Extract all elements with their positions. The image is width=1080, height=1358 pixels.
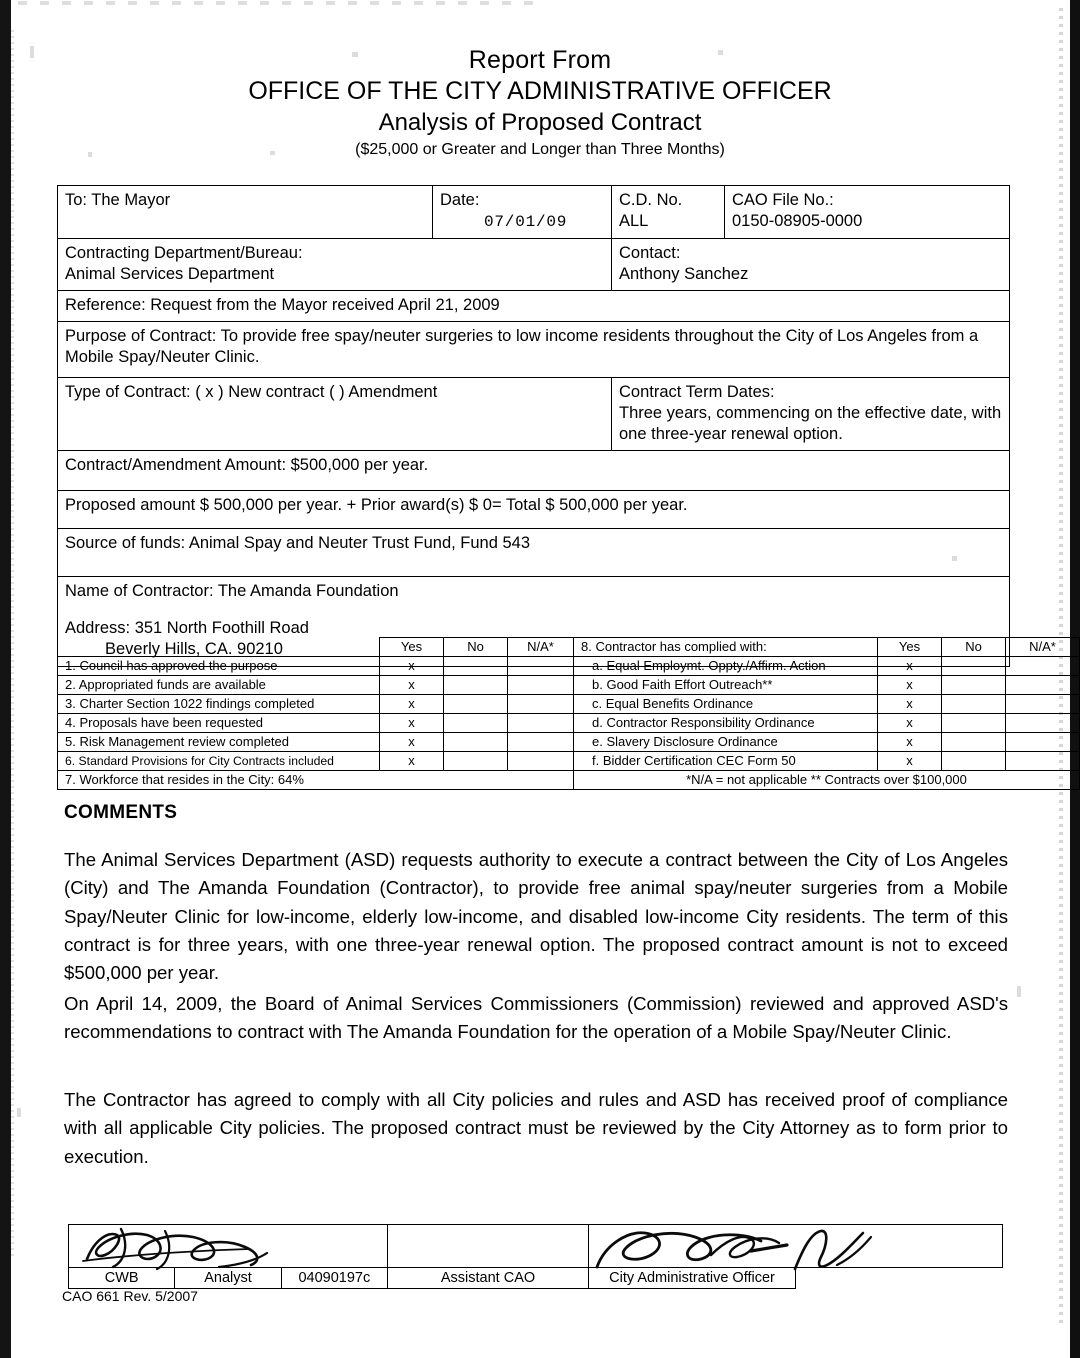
- compliance-item-no[interactable]: [942, 676, 1006, 695]
- compliance-item-label: a. Equal Employmt. Oppty./Affirm. Action: [574, 657, 878, 676]
- form-code-footer: CAO 661 Rev. 5/2007: [62, 1288, 198, 1304]
- checklist-item-yes[interactable]: x: [380, 657, 444, 676]
- office-title: OFFICE OF THE CITY ADMINISTRATIVE OFFICER: [248, 77, 832, 105]
- comments-paragraph-3: The Contractor has agreed to comply with all City policies and rules and ASD has received proof of compliance with all applicable City policies. The proposed contract must be reviewed by the City Attorney as to form prior to execution.: [64, 1089, 1008, 1167]
- department-cell: [58, 238, 612, 290]
- to-cell: [58, 186, 433, 239]
- checklist-item-yes[interactable]: x: [380, 752, 444, 771]
- contact-cell: [612, 238, 1010, 290]
- spacer-cell: [796, 1268, 1003, 1289]
- compliance-item-no[interactable]: [942, 657, 1006, 676]
- checklist-row: [58, 714, 1080, 733]
- checklist-row: [58, 733, 1080, 752]
- scan-noise-top: [18, 1, 538, 5]
- checklist-row: [58, 676, 1080, 695]
- right-section-header: 8. Contractor has complied with:: [574, 638, 878, 657]
- contact-label: Contact:: [619, 243, 681, 262]
- checklist-item-yes[interactable]: x: [380, 695, 444, 714]
- checklist-item-label: 2. Appropriated funds are available: [58, 676, 380, 695]
- contract-summary-table: [57, 185, 1010, 667]
- compliance-item-yes[interactable]: x: [878, 695, 942, 714]
- contract-amount-cell: Contract/Amendment Amount: $500,000 per year.: [58, 451, 1010, 491]
- compliance-item-na[interactable]: [1006, 676, 1080, 695]
- cao-file-label: CAO File No.:: [732, 191, 834, 209]
- left-col-header-yes: Yes: [380, 638, 444, 657]
- form-row-purpose: [58, 321, 1010, 377]
- checklist-item-na[interactable]: [508, 752, 574, 771]
- cd-no-cell: [612, 186, 725, 239]
- checklist-item-no[interactable]: [444, 733, 508, 752]
- compliance-item-yes[interactable]: x: [878, 733, 942, 752]
- scan-edge-left-artifact: [0, 0, 11, 1358]
- checklist-item-na[interactable]: [508, 695, 574, 714]
- source-of-funds-cell: Source of funds: Animal Spay and Neuter Trust Fund, Fund 543: [58, 529, 1010, 577]
- compliance-item-na[interactable]: [1006, 695, 1080, 714]
- form-row-type-term: [58, 377, 1010, 450]
- date-label: Date:: [440, 191, 480, 209]
- checklist-footer-row: [58, 771, 1080, 790]
- checklist-item-yes[interactable]: x: [380, 733, 444, 752]
- workforce-residency-item: 7. Workforce that resides in the City: 64%: [58, 771, 574, 790]
- analyst-label: Analyst: [175, 1268, 281, 1289]
- form-row-department-contact: [58, 238, 1010, 290]
- to-label: To: The Mayor: [65, 191, 171, 209]
- document-subtitle: Analysis of Proposed Contract: [378, 109, 702, 136]
- checklist-item-label: 4. Proposals have been requested: [58, 714, 380, 733]
- form-row-source-of-funds: [58, 529, 1010, 577]
- form-row-proposed-amount: [58, 491, 1010, 529]
- contract-term-value: Three years, commencing on the effective date, with one three-year renewal option.: [619, 404, 1002, 444]
- scan-noise-left: [11, 30, 14, 1260]
- checklist-item-no[interactable]: [444, 657, 508, 676]
- checklist-item-yes[interactable]: x: [380, 714, 444, 733]
- signature-block: [68, 1224, 1003, 1289]
- checklist-item-no[interactable]: [444, 714, 508, 733]
- analyst-signature-cell: [69, 1225, 388, 1268]
- compliance-checklist: [57, 637, 1056, 790]
- form-row-reference: [58, 290, 1010, 321]
- compliance-item-label: b. Good Faith Effort Outreach**: [574, 676, 878, 695]
- comments-paragraph-2: On April 14, 2009, the Board of Animal Services Commissioners (Commission) reviewed and approved ASD's recommendations to contract with The Amanda Foundation for the operation of a Mobile Spay/Neuter Clinic.: [64, 993, 1008, 1043]
- compliance-item-label: e. Slavery Disclosure Ordinance: [574, 733, 878, 752]
- compliance-item-na[interactable]: [1006, 714, 1080, 733]
- checklist-item-no[interactable]: [444, 695, 508, 714]
- compliance-item-label: f. Bidder Certification CEC Form 50: [574, 752, 878, 771]
- checklist-item-na[interactable]: [508, 733, 574, 752]
- compliance-item-na[interactable]: [1006, 657, 1080, 676]
- compliance-item-na[interactable]: [1006, 733, 1080, 752]
- compliance-item-na[interactable]: [1006, 752, 1080, 771]
- reference-code-label: 04090197c: [281, 1268, 387, 1289]
- assistant-cao-label: Assistant CAO: [388, 1268, 589, 1289]
- scan-speck: [30, 46, 34, 58]
- analyst-signature-mark: [69, 1225, 369, 1271]
- compliance-item-no[interactable]: [942, 714, 1006, 733]
- cao-file-cell: [725, 186, 1010, 239]
- document-heading: [60, 46, 1020, 159]
- contractor-address-line1: Address: 351 North Foothill Road: [65, 619, 309, 638]
- checklist-item-label: 5. Risk Management review completed: [58, 733, 380, 752]
- compliance-item-no[interactable]: [942, 733, 1006, 752]
- city-admin-officer-signature-mark: [591, 1225, 881, 1273]
- scan-speck: [17, 1108, 21, 1117]
- checklist-table: [57, 637, 1080, 790]
- proposed-amount-cell: Proposed amount $ 500,000 per year. + Prior award(s) $ 0= Total $ 500,000 per year.: [58, 491, 1010, 529]
- compliance-item-label: d. Contractor Responsibility Ordinance: [574, 714, 878, 733]
- date-cell: [433, 186, 612, 239]
- compliance-item-yes[interactable]: x: [878, 714, 942, 733]
- department-value: Animal Services Department: [65, 264, 275, 283]
- scan-speck: [1017, 986, 1021, 997]
- checklist-item-no[interactable]: [444, 676, 508, 695]
- signature-row: [69, 1225, 1003, 1268]
- comments-paragraph-1: The Animal Services Department (ASD) requests authority to execute a contract between the City of Los Angeles (City) and The Amanda Foundation (Contractor), to provide free animal spay/neuter surgeries from a Mobile Spay/Neuter Clinic for low-income, elderly low-income, and disabled low-income City residents. The term of this contract is for three years, with one three-year renewal option. The proposed contract amount is not to exceed $500,000 per year.: [64, 849, 1008, 983]
- contractor-address-city: Beverly Hills, CA. 90210: [105, 640, 283, 659]
- city-admin-officer-signature-area[interactable]: [589, 1225, 1002, 1267]
- report-from-label: Report From: [468, 46, 612, 74]
- cd-no-value: ALL: [619, 212, 649, 231]
- checklist-item-no[interactable]: [444, 752, 508, 771]
- checklist-footnote: *N/A = not applicable ** Contracts over $100,000: [574, 771, 1080, 790]
- cao-file-value: 0150-08905-0000: [732, 212, 863, 231]
- right-col-header-yes: Yes: [878, 638, 942, 657]
- form-row-amount: [58, 451, 1010, 491]
- left-col-header-no: No: [444, 638, 508, 657]
- date-value: 07/01/09: [484, 213, 568, 232]
- purpose-cell: Purpose of Contract: To provide free spay/neuter surgeries to low income residents throughout the City of Los Angeles from a Mobile Spay/Neuter Clinic.: [58, 321, 1010, 377]
- checklist-item-na[interactable]: [508, 657, 574, 676]
- signature-label-row: [69, 1268, 1003, 1289]
- comments-heading: COMMENTS: [64, 802, 178, 823]
- checklist-row: [58, 657, 1080, 676]
- contract-term-label: Contract Term Dates:: [619, 382, 775, 401]
- checklist-row: [58, 695, 1080, 714]
- form-row-to-date: [58, 186, 1010, 239]
- city-admin-officer-signature-cell: [589, 1225, 1003, 1268]
- checklist-item-na[interactable]: [508, 676, 574, 695]
- reference-cell: Reference: Request from the Mayor received April 21, 2009: [58, 290, 1010, 321]
- checklist-item-yes[interactable]: x: [380, 676, 444, 695]
- checklist-item-label: 6. Standard Provisions for City Contracts included: [58, 752, 380, 771]
- checklist-item-label: 3. Charter Section 1022 findings completed: [58, 695, 380, 714]
- checklist-item-na[interactable]: [508, 714, 574, 733]
- contract-term-cell: [612, 377, 1010, 450]
- checklist-left-corner: [58, 638, 380, 657]
- checklist-header-row: [58, 638, 1080, 657]
- compliance-item-no[interactable]: [942, 695, 1006, 714]
- right-col-header-na: N/A*: [1006, 638, 1080, 657]
- contact-value: Anthony Sanchez: [619, 264, 749, 283]
- assistant-cao-signature-cell[interactable]: [388, 1225, 589, 1268]
- analyst-signature-area[interactable]: [69, 1225, 387, 1267]
- type-of-contract-cell: Type of Contract: ( x ) New contract ( ) Amendment: [58, 377, 612, 450]
- department-label: Contracting Department/Bureau:: [65, 243, 303, 262]
- compliance-item-label: c. Equal Benefits Ordinance: [574, 695, 878, 714]
- right-col-header-no: No: [942, 638, 1006, 657]
- compliance-item-no[interactable]: [942, 752, 1006, 771]
- cd-no-label: C.D. No.: [619, 191, 683, 209]
- compliance-item-yes[interactable]: x: [878, 752, 942, 771]
- city-admin-officer-label: City Administrative Officer: [589, 1268, 796, 1289]
- initials-label: CWB: [69, 1268, 175, 1289]
- compliance-item-yes[interactable]: x: [878, 657, 942, 676]
- document-qualifier: ($25,000 or Greater and Longer than Three Months): [355, 140, 725, 158]
- left-col-header-na: N/A*: [508, 638, 574, 657]
- contractor-name: Name of Contractor: The Amanda Foundation: [65, 582, 399, 601]
- checklist-row: [58, 752, 1080, 771]
- compliance-item-yes[interactable]: x: [878, 676, 942, 695]
- checklist-item-label: 1. Council has approved the purpose: [58, 657, 380, 676]
